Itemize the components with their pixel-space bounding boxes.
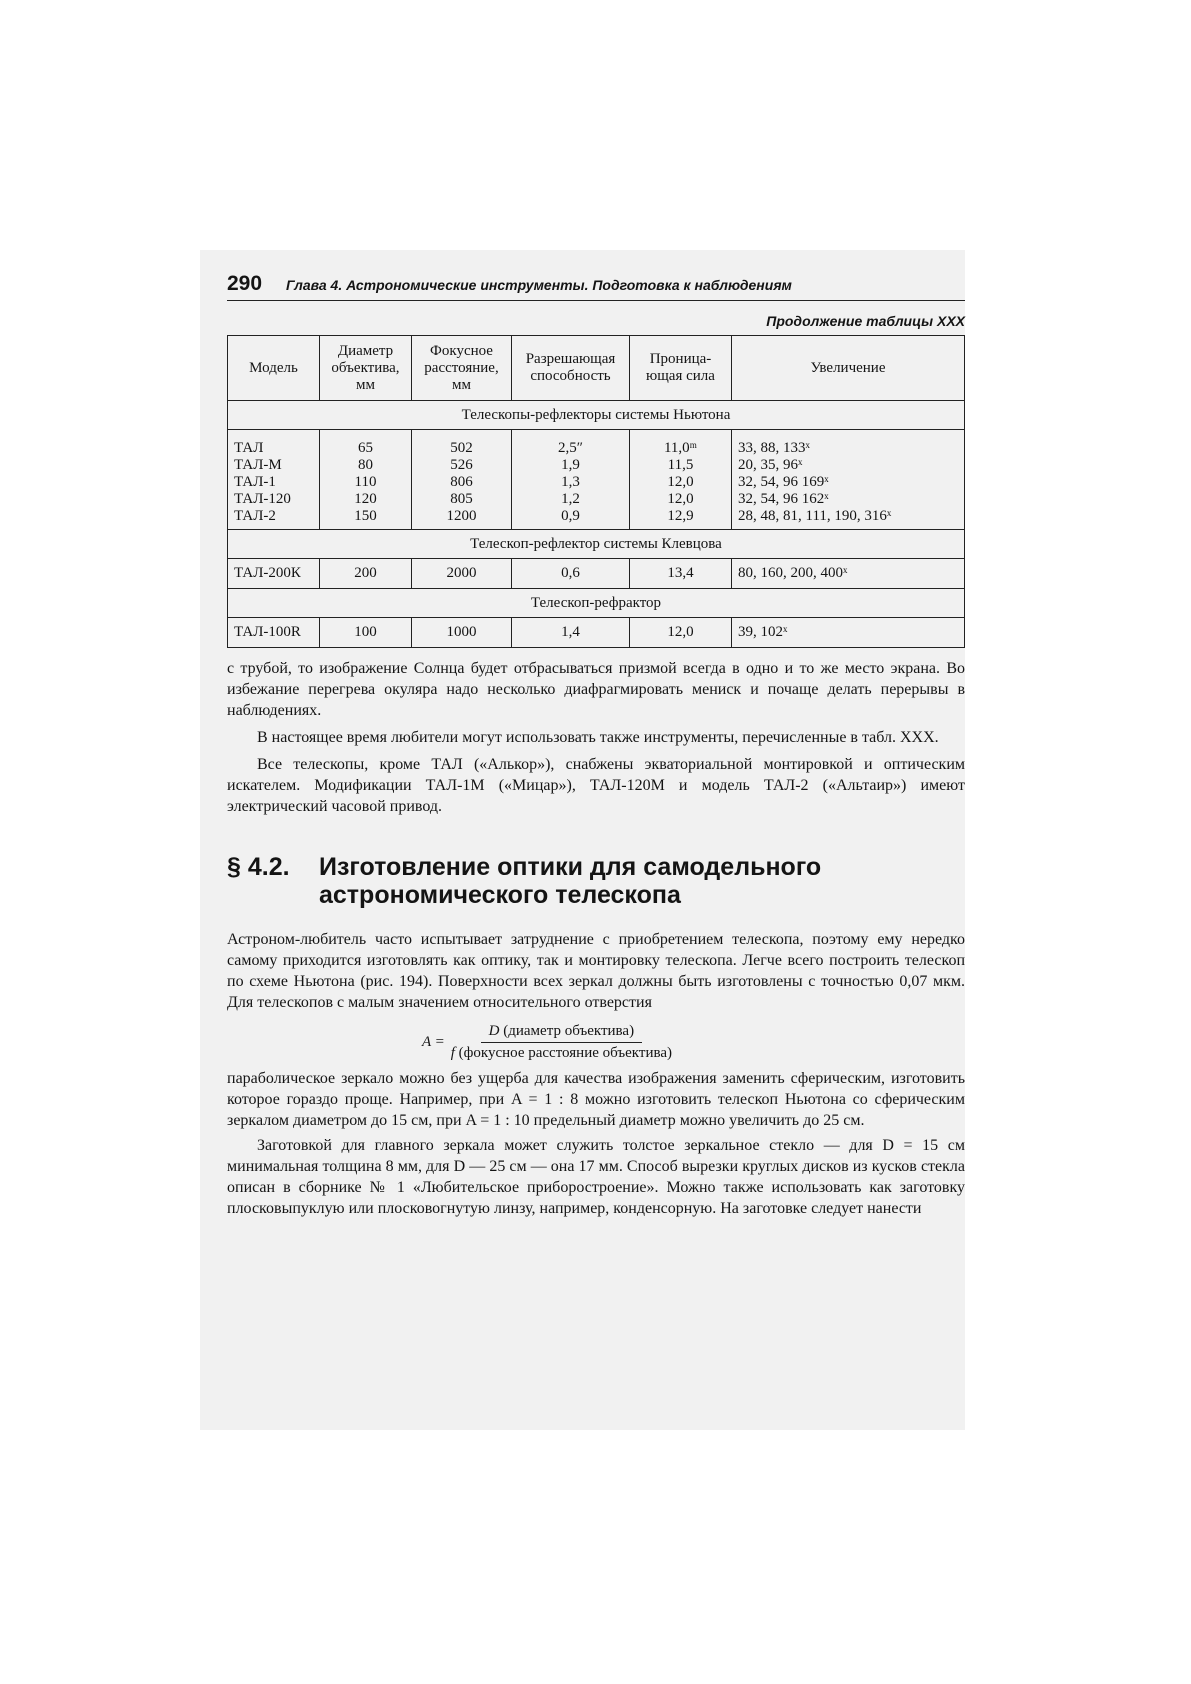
table-cell: 1,9	[512, 457, 630, 474]
column-header: Модель	[228, 336, 320, 401]
table-section-row	[228, 589, 965, 618]
table-cell: 32, 54, 96 162ˣ	[732, 491, 965, 508]
page-number: 290	[227, 272, 263, 295]
formula-variable: f	[450, 1045, 455, 1061]
table-cell: 12,0	[630, 491, 732, 508]
table-cell: 39, 102ˣ	[732, 618, 965, 648]
column-header: Диаметр объектива, мм	[320, 336, 412, 401]
table-cell: 2000	[412, 559, 512, 589]
formula-text: (диаметр объектива)	[499, 1023, 635, 1039]
section-title: Телескопы-рефлекторы системы Ньютона	[228, 401, 965, 430]
table-cell: ТАЛ	[228, 430, 320, 458]
table-cell: 28, 48, 81, 111, 190, 316ˣ	[732, 508, 965, 530]
table-cell: ТАЛ-120	[228, 491, 320, 508]
table-row	[228, 474, 965, 491]
table-cell: 1200	[412, 508, 512, 530]
table-row	[228, 508, 965, 530]
table-cell: 80, 160, 200, 400ˣ	[732, 559, 965, 589]
table-cell: 12,0	[630, 618, 732, 648]
table-row	[228, 457, 965, 474]
table-row	[228, 559, 965, 589]
table-cell: 110	[320, 474, 412, 491]
table-cell: 806	[412, 474, 512, 491]
section-heading	[227, 853, 965, 909]
column-header: Разрешающая способность	[512, 336, 630, 401]
column-header: Фокусное расстояние, мм	[412, 336, 512, 401]
running-head	[227, 272, 965, 301]
table-cell: 1,2	[512, 491, 630, 508]
table-cell: 805	[412, 491, 512, 508]
table-cell: 33, 88, 133ˣ	[732, 430, 965, 458]
section-title: Изготовление оптики для самодельного астрономического телескопа	[319, 853, 822, 909]
table-cell: ТАЛ-1	[228, 474, 320, 491]
paragraph: параболическое зеркало можно без ущерба для качества изображения заменить сферическим, изготовить которое гораздо проще. Например, при A = 1 : 8 можно изготовить телескоп Ньютона со сферическим зеркалом диаметром до 15 см, при A = 1 : 10 предельный диаметр можно увеличить до 25 см.	[227, 1070, 965, 1129]
formula-text: (фокусное расстояние объектива)	[454, 1045, 673, 1061]
table-caption: Продолжение таблицы XXX	[766, 313, 965, 329]
table-cell: 13,4	[630, 559, 732, 589]
table-cell: 65	[320, 430, 412, 458]
formula-denominator	[451, 1043, 672, 1062]
paragraph: с трубой, то изображение Солнца будет отбрасываться призмой всегда в одно и то же место экрана. Во избежание перегрева окуляра надо несколько диафрагмировать мениск и почаще делать перерывы в наблюдениях.	[227, 660, 965, 719]
table-header-row	[228, 336, 965, 401]
table-row	[228, 618, 965, 648]
table-cell: 120	[320, 491, 412, 508]
column-header: Проница-ющая сила	[630, 336, 732, 401]
paragraph: Заготовкой для главного зеркала может служить толстое зеркальное стекло — для D = 15 см минимальная толщина 8 мм, для D — 25 см — она 17 мм. Способ вырезки круглых дисков из кусков стекла описан в сборнике № 1 «Любительское приборостроение». Можно также использовать как заготовку плосковыпуклую или плосковогнутую линзу, например, конденсорную. На заготовке следует нанести	[227, 1137, 965, 1217]
table-cell: ТАЛ-М	[228, 457, 320, 474]
table-cell: 0,6	[512, 559, 630, 589]
formula-numerator	[481, 1023, 642, 1043]
table-cell: 20, 35, 96ˣ	[732, 457, 965, 474]
paragraph: Все телескопы, кроме ТАЛ («Алькор»), снабжены экваториальной монтировкой и оптическим искателем. Модификации ТАЛ-1М («Мицар»), ТАЛ-120М и модель ТАЛ-2 («Альтаир») имеют электрический часовой привод.	[227, 756, 965, 815]
table-cell: ТАЛ-200К	[228, 559, 320, 589]
table-cell: 200	[320, 559, 412, 589]
formula-lhs: A =	[421, 1034, 445, 1050]
paragraph: В настоящее время любители могут использовать также инструменты, перечисленные в табл. XXX.	[257, 729, 939, 746]
table-row	[228, 430, 965, 458]
chapter-title: Глава 4. Астрономические инструменты. Подготовка к наблюдениям	[286, 277, 792, 293]
paragraph: Астроном-любитель часто испытывает затруднение с приобретением телескопа, поэтому ему нередко самому приходится изготовлять как оптику, так и монтировку телескопа. Легче всего построить телескоп по схеме Ньютона (рис. 194). Поверхности всех зеркал должны быть изготовлены с точностью 0,07 мкм. Для телескопов с малым значением относительного отверстия	[227, 931, 965, 1011]
table-cell: 1,3	[512, 474, 630, 491]
table-cell: 80	[320, 457, 412, 474]
table-cell: ТАЛ-2	[228, 508, 320, 530]
page-content	[227, 272, 965, 1219]
table-cell: 1,4	[512, 618, 630, 648]
table-cell: 526	[412, 457, 512, 474]
table-cell: ТАЛ-100R	[228, 618, 320, 648]
table-cell: 12,0	[630, 474, 732, 491]
table-cell: 11,5	[630, 457, 732, 474]
table-section-row	[228, 530, 965, 559]
formula	[397, 1023, 697, 1062]
table-cell: 32, 54, 96 169ˣ	[732, 474, 965, 491]
column-header: Увеличение	[732, 336, 965, 401]
section-title: Телескоп-рефрактор	[228, 589, 965, 618]
telescope-table	[227, 335, 965, 648]
formula-variable: D	[488, 1023, 500, 1039]
table-row	[228, 491, 965, 508]
fraction	[451, 1023, 672, 1062]
table-cell: 0,9	[512, 508, 630, 530]
section-title: Телескоп-рефлектор системы Клевцова	[228, 530, 965, 559]
table-cell: 2,5″	[512, 430, 630, 458]
table-cell: 502	[412, 430, 512, 458]
table-cell: 11,0ᵐ	[630, 430, 732, 458]
table-section-row	[228, 401, 965, 430]
table-cell: 12,9	[630, 508, 732, 530]
section-number: § 4.2.	[227, 853, 290, 881]
table-cell: 150	[320, 508, 412, 530]
table-cell: 100	[320, 618, 412, 648]
table-cell: 1000	[412, 618, 512, 648]
